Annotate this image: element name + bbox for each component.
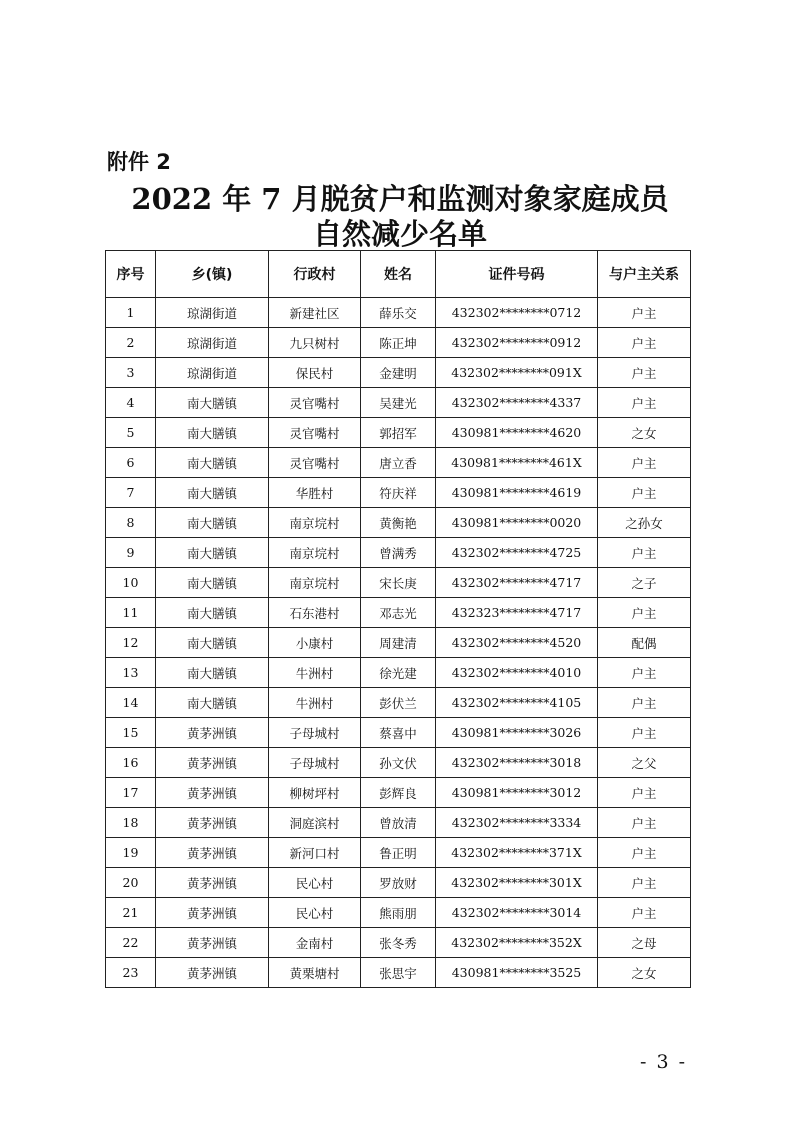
header-cell-township: 乡(镇) [156,251,269,298]
cell-village: 新建社区 [269,298,361,328]
table-row [106,598,691,628]
cell-id-number: 430981********3026 [436,718,598,748]
cell-name: 符庆祥 [361,478,436,508]
table-row [106,538,691,568]
cell-township: 南大膳镇 [156,568,269,598]
cell-name: 曾满秀 [361,538,436,568]
cell-index: 13 [106,658,156,688]
attachment-label: 附件 2 [107,150,171,174]
cell-township: 南大膳镇 [156,538,269,568]
cell-name: 郭招军 [361,418,436,448]
cell-village: 柳树坪村 [269,778,361,808]
table-row [106,778,691,808]
cell-relation: 户主 [598,448,691,478]
cell-id-number: 430981********3012 [436,778,598,808]
cell-name: 陈正坤 [361,328,436,358]
table-row [106,748,691,778]
cell-id-number: 432302********3334 [436,808,598,838]
cell-village: 金南村 [269,928,361,958]
table-row [106,448,691,478]
cell-township: 南大膳镇 [156,508,269,538]
cell-name: 蔡喜中 [361,718,436,748]
cell-village: 洞庭滨村 [269,808,361,838]
cell-id-number: 430981********0020 [436,508,598,538]
cell-index: 6 [106,448,156,478]
cell-id-number: 432302********091X [436,358,598,388]
cell-relation: 户主 [598,598,691,628]
cell-id-number: 432302********4717 [436,568,598,598]
header-cell-name: 姓名 [361,251,436,298]
cell-township: 黄茅洲镇 [156,718,269,748]
cell-id-number: 432302********0712 [436,298,598,328]
cell-index: 22 [106,928,156,958]
cell-village: 小康村 [269,628,361,658]
cell-relation: 户主 [598,538,691,568]
cell-village: 子母城村 [269,748,361,778]
cell-name: 徐光建 [361,658,436,688]
cell-village: 南京垸村 [269,568,361,598]
cell-index: 2 [106,328,156,358]
cell-name: 熊雨朋 [361,898,436,928]
cell-village: 华胜村 [269,478,361,508]
cell-relation: 之母 [598,928,691,958]
table-row [106,928,691,958]
cell-relation: 之女 [598,418,691,448]
cell-township: 南大膳镇 [156,688,269,718]
cell-village: 保民村 [269,358,361,388]
cell-village: 牛洲村 [269,658,361,688]
cell-name: 彭辉良 [361,778,436,808]
cell-relation: 户主 [598,808,691,838]
cell-township: 琼湖街道 [156,328,269,358]
cell-index: 9 [106,538,156,568]
cell-village: 九只树村 [269,328,361,358]
cell-township: 南大膳镇 [156,598,269,628]
cell-township: 黄茅洲镇 [156,748,269,778]
page-number: - 3 - [640,1051,688,1073]
cell-township: 黄茅洲镇 [156,808,269,838]
cell-township: 黄茅洲镇 [156,838,269,868]
cell-id-number: 432302********352X [436,928,598,958]
header-cell-relation: 与户主关系 [598,251,691,298]
cell-index: 5 [106,418,156,448]
cell-index: 11 [106,598,156,628]
cell-relation: 户主 [598,778,691,808]
cell-relation: 户主 [598,838,691,868]
table-row [106,718,691,748]
cell-index: 20 [106,868,156,898]
cell-relation: 户主 [598,328,691,358]
cell-name: 曾放清 [361,808,436,838]
cell-township: 琼湖街道 [156,298,269,328]
cell-name: 罗放财 [361,868,436,898]
cell-village: 民心村 [269,868,361,898]
cell-id-number: 430981********4619 [436,478,598,508]
cell-relation: 之子 [598,568,691,598]
header-row [106,251,691,298]
document-title-line1: 2022 年 7 月脱贫户和监测对象家庭成员 [131,182,669,216]
cell-id-number: 430981********3525 [436,958,598,988]
table-row [106,358,691,388]
cell-village: 灵官嘴村 [269,418,361,448]
table-row [106,838,691,868]
cell-township: 黄茅洲镇 [156,928,269,958]
cell-name: 张冬秀 [361,928,436,958]
cell-township: 黄茅洲镇 [156,958,269,988]
cell-township: 琼湖街道 [156,358,269,388]
cell-village: 新河口村 [269,838,361,868]
cell-index: 23 [106,958,156,988]
cell-name: 张思宇 [361,958,436,988]
table-row [106,808,691,838]
cell-village: 灵官嘴村 [269,448,361,478]
cell-index: 7 [106,478,156,508]
cell-index: 15 [106,718,156,748]
cell-relation: 户主 [598,688,691,718]
cell-township: 南大膳镇 [156,388,269,418]
cell-township: 南大膳镇 [156,448,269,478]
cell-id-number: 432302********4010 [436,658,598,688]
table-row [106,508,691,538]
cell-index: 1 [106,298,156,328]
cell-relation: 户主 [598,868,691,898]
cell-index: 18 [106,808,156,838]
roster-table [105,250,691,988]
cell-relation: 之女 [598,958,691,988]
cell-relation: 户主 [598,898,691,928]
cell-name: 邓志光 [361,598,436,628]
cell-relation: 户主 [598,298,691,328]
table-row [106,958,691,988]
cell-index: 10 [106,568,156,598]
cell-id-number: 432302********3014 [436,898,598,928]
roster-table-header [106,251,691,298]
cell-village: 牛洲村 [269,688,361,718]
cell-relation: 配偶 [598,628,691,658]
cell-id-number: 432302********301X [436,868,598,898]
cell-id-number: 432302********4520 [436,628,598,658]
cell-id-number: 432302********371X [436,838,598,868]
table-row [106,568,691,598]
cell-township: 南大膳镇 [156,418,269,448]
cell-village: 黄栗塘村 [269,958,361,988]
cell-index: 21 [106,898,156,928]
cell-id-number: 430981********461X [436,448,598,478]
cell-index: 14 [106,688,156,718]
cell-relation: 之父 [598,748,691,778]
table-row [106,328,691,358]
cell-id-number: 432302********0912 [436,328,598,358]
cell-relation: 户主 [598,388,691,418]
cell-relation: 户主 [598,658,691,688]
cell-township: 南大膳镇 [156,478,269,508]
cell-relation: 户主 [598,718,691,748]
cell-name: 宋长庚 [361,568,436,598]
table-row [106,478,691,508]
cell-village: 南京垸村 [269,508,361,538]
header-cell-village: 行政村 [269,251,361,298]
cell-index: 3 [106,358,156,388]
cell-id-number: 432302********4337 [436,388,598,418]
table-row [106,688,691,718]
roster-table-body [106,298,691,988]
cell-name: 薛乐交 [361,298,436,328]
cell-township: 南大膳镇 [156,628,269,658]
cell-township: 黄茅洲镇 [156,868,269,898]
cell-village: 灵官嘴村 [269,388,361,418]
cell-relation: 户主 [598,478,691,508]
cell-village: 子母城村 [269,718,361,748]
cell-township: 黄茅洲镇 [156,778,269,808]
cell-index: 8 [106,508,156,538]
cell-name: 孙文伏 [361,748,436,778]
cell-village: 石东港村 [269,598,361,628]
header-cell-id-number: 证件号码 [436,251,598,298]
cell-township: 南大膳镇 [156,658,269,688]
cell-village: 民心村 [269,898,361,928]
table-row [106,868,691,898]
cell-name: 唐立香 [361,448,436,478]
cell-name: 周建清 [361,628,436,658]
cell-id-number: 432323********4717 [436,598,598,628]
table-row [106,628,691,658]
cell-name: 彭伏兰 [361,688,436,718]
table-row [106,658,691,688]
cell-id-number: 430981********4620 [436,418,598,448]
cell-index: 12 [106,628,156,658]
table-row [106,298,691,328]
cell-id-number: 432302********3018 [436,748,598,778]
cell-name: 黄衡艳 [361,508,436,538]
cell-index: 17 [106,778,156,808]
document-title-line2: 自然减少名单 [312,217,487,251]
cell-name: 鲁正明 [361,838,436,868]
cell-village: 南京垸村 [269,538,361,568]
cell-township: 黄茅洲镇 [156,898,269,928]
cell-relation: 户主 [598,358,691,388]
table-row [106,418,691,448]
cell-relation: 之孙女 [598,508,691,538]
cell-index: 4 [106,388,156,418]
table-row [106,388,691,418]
cell-name: 吴建光 [361,388,436,418]
cell-id-number: 432302********4105 [436,688,598,718]
cell-name: 金建明 [361,358,436,388]
cell-index: 16 [106,748,156,778]
header-cell-index: 序号 [106,251,156,298]
cell-index: 19 [106,838,156,868]
table-row [106,898,691,928]
cell-id-number: 432302********4725 [436,538,598,568]
